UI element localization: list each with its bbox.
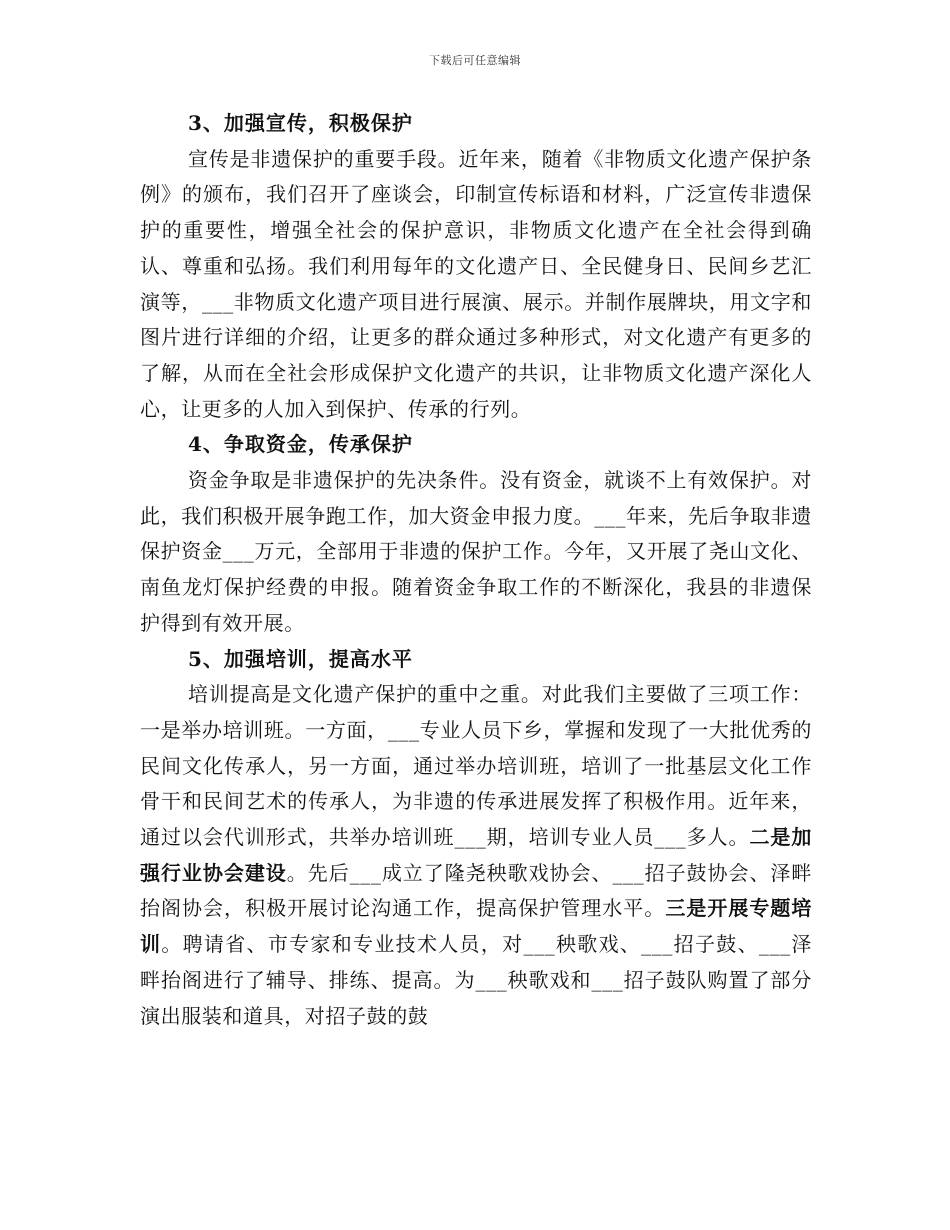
section-publicity: [140, 106, 812, 427]
section-training: [140, 642, 812, 1035]
section-funding: [140, 427, 812, 641]
bold-emphasis: 三是开展专题培训: [140, 896, 813, 957]
section-heading: 4、争取资金，传承保护: [188, 432, 413, 457]
section-heading: 3、加强宣传，积极保护: [188, 111, 413, 135]
section-heading: 5、加强培训，提高水平: [188, 646, 413, 671]
paragraph-text: 。先后___成立了隆尧秧歌戏协会、___招子鼓协会、泽畔抬阁协会，积极开展讨论沟通工作，提高保护管理水平。: [140, 860, 812, 921]
document-body: [140, 106, 812, 1034]
section-paragraph: 资金争取是非遗保护的先决条件。没有资金，就谈不上有效保护。对此，我们积极开展争跑工作，加大资金申报力度。___年来，先后争取非遗保护资金___万元，全部用于非遗的保护工作。今年，又开展了尧山文化、南鱼龙灯保护经费的申报。随着资金争取工作的不断深化，我县的非遗保护得到有效开展。: [140, 468, 812, 635]
page-header: 下载后可任意编辑: [429, 54, 521, 67]
section-paragraph: 宣传是非遗保护的重要手段。近年来，随着《非物质文化遗产保护条例》的颁布，我们召开了座谈会，印制宣传标语和材料，广泛宣传非遗保护的重要性，增强全社会的保护意识，非物质文化遗产在全社会得到确认、尊重和弘扬。我们利用每年的文化遗产日、全民健身日、民间乡艺汇演等，___非物质文化遗产项目进行展演、展示。并制作展牌块，用文字和图片进行详细的介绍，让更多的群众通过多种形式，对文化遗产有更多的了解，从而在全社会形成保护文化遗产的共识，让非物质文化遗产深化人心，让更多的人加入到保护、传承的行列。: [140, 146, 812, 421]
bold-emphasis: 二是加强行业协会建设: [140, 825, 812, 885]
section-paragraph: [140, 677, 812, 1034]
paragraph-text: 培训提高是文化遗产保护的重中之重。对此我们主要做了三项工作：一是举办培训班。一方面，___专业人员下乡，掌握和发现了一大批优秀的民间文化传承人，另一方面，通过举办培训班，培训了一批基层文化工作骨干和民间艺术的传承人，为非遗的传承进展发挥了积极作用。近年来，通过以会代训形式，共举办培训班___期，培训专业人员___多人。: [140, 682, 812, 850]
paragraph-text: 。聘请省、市专家和专业技术人员，对___秧歌戏、___招子鼓、___泽畔抬阁进行了辅导、排练、提高。为___秧歌戏和___招子鼓队购置了部分演出服装和道具，对招子鼓的鼓: [140, 932, 812, 1028]
